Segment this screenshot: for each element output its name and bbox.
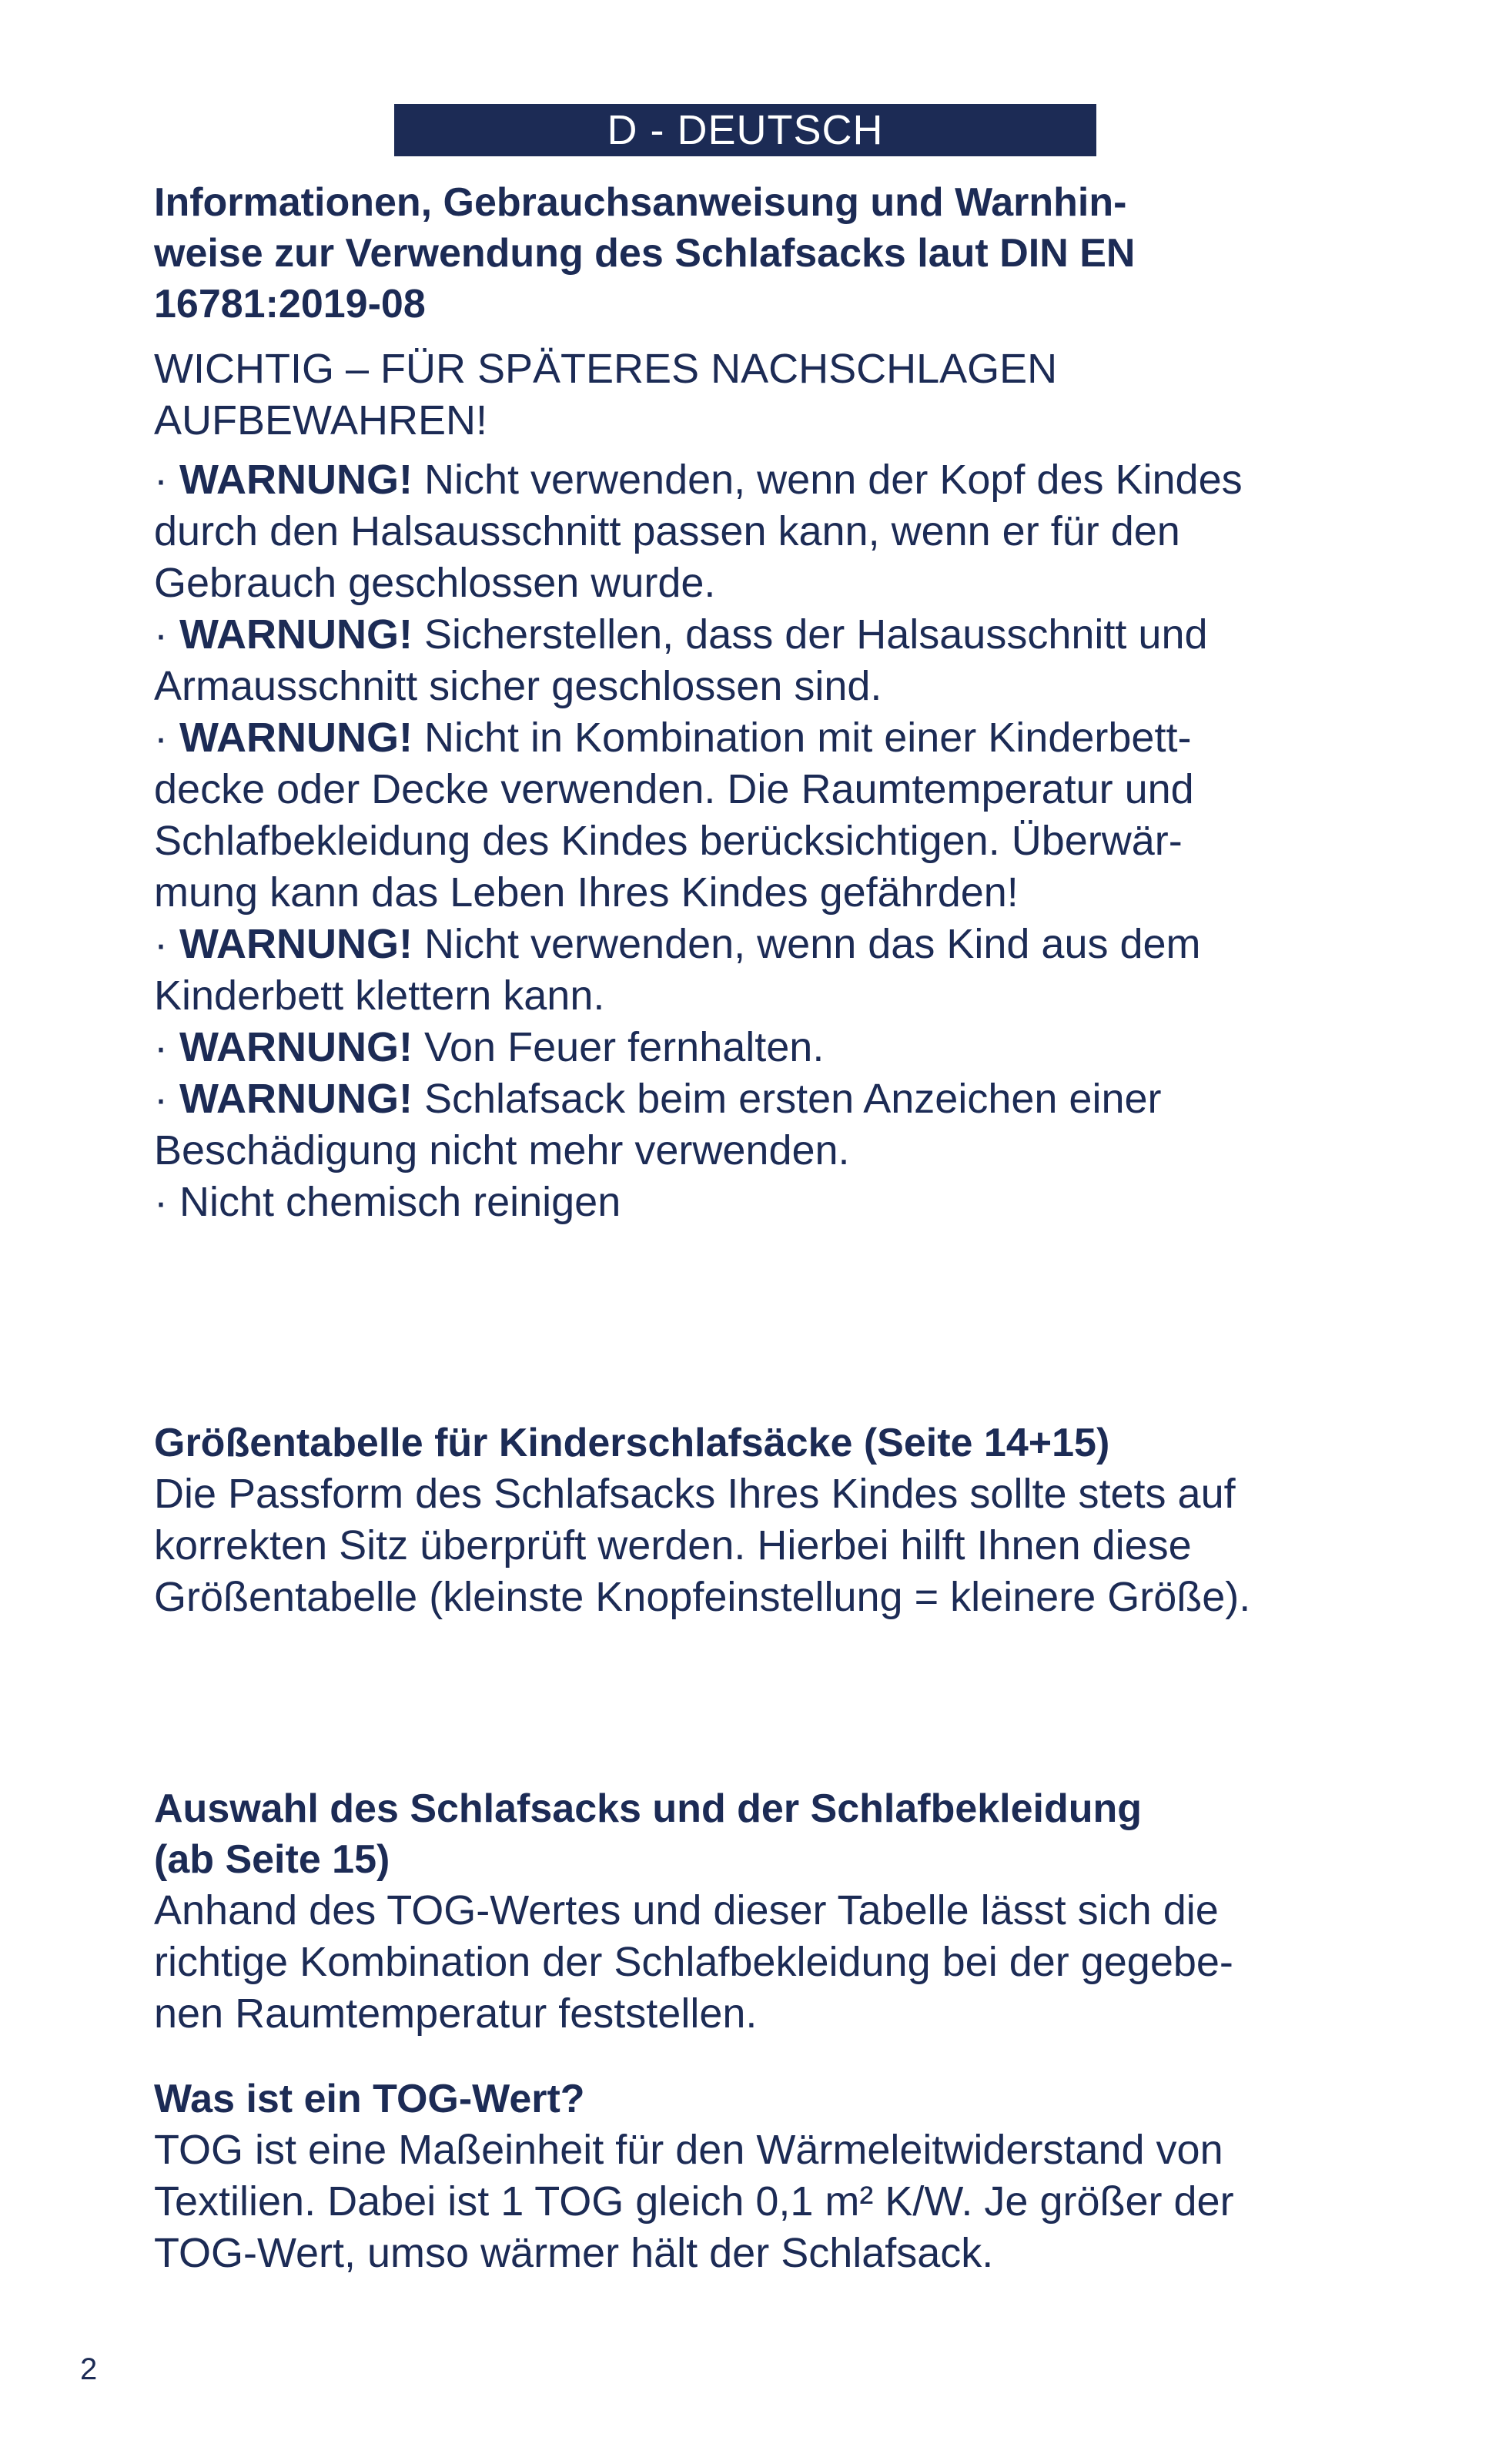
warning-label: WARNUNG! xyxy=(179,1024,413,1070)
page-number: 2 xyxy=(80,2352,98,2386)
warning-text-line: Beschädigung nicht mehr verwenden. xyxy=(154,1127,850,1173)
care-item xyxy=(154,1177,1324,1228)
tog-body-line: Textilien. Dabei ist 1 TOG gleich 0,1 m² K/W. Je größer der xyxy=(154,2178,1234,2225)
bullet: · xyxy=(154,921,179,967)
size-table-body-line: Die Passform des Schlafsacks Ihres Kindes sollte stets auf xyxy=(154,1471,1236,1517)
important-notice-line: AUFBEWAHREN! xyxy=(154,397,488,444)
warning-item xyxy=(154,1073,1324,1177)
warning-label: WARNUNG! xyxy=(179,715,413,761)
tog-section xyxy=(154,2074,1324,2279)
tog-body-line: TOG-Wert, umso wärmer hält der Schlafsack. xyxy=(154,2230,994,2276)
intro-heading-line: Informationen, Gebrauchsanweisung und Warnhin- xyxy=(154,180,1127,225)
warning-text-line: durch den Halsausschnitt passen kann, wenn er für den xyxy=(154,508,1180,554)
warning-text-line: decke oder Decke verwenden. Die Raumtemperatur und xyxy=(154,766,1194,812)
warning-text-line: Von Feuer fernhalten. xyxy=(412,1024,825,1070)
warning-text-line: Gebrauch geschlossen wurde. xyxy=(154,560,716,606)
language-header-label: D - DEUTSCH xyxy=(607,107,884,153)
important-notice xyxy=(154,343,1324,447)
selection-body-line: richtige Kombination der Schlafbekleidung bei der gegebe- xyxy=(154,1939,1233,1985)
bullet: · xyxy=(154,1024,179,1070)
tog-heading: Was ist ein TOG-Wert? xyxy=(154,2077,585,2121)
warning-text-line: Sicherstellen, dass der Halsausschnitt und xyxy=(412,611,1208,658)
tog-body-line: TOG ist eine Maßeinheit für den Wärmeleitwiderstand von xyxy=(154,2127,1223,2173)
warning-label: WARNUNG! xyxy=(179,611,413,658)
warning-text-line: Nicht in Kombination mit einer Kinderbett- xyxy=(412,715,1192,761)
warning-text-line: Nicht verwenden, wenn der Kopf des Kindes xyxy=(412,457,1243,503)
bullet: · xyxy=(154,715,179,761)
warning-text-line: Schlafbekleidung des Kindes berücksichtigen. Überwär- xyxy=(154,818,1183,864)
warning-label: WARNUNG! xyxy=(179,1076,413,1122)
selection-body xyxy=(154,1885,1324,2040)
language-header-bar xyxy=(394,104,1096,156)
important-notice-line: WICHTIG – FÜR SPÄTERES NACHSCHLAGEN xyxy=(154,346,1058,392)
warning-item xyxy=(154,712,1324,919)
warning-item xyxy=(154,454,1324,609)
intro-heading xyxy=(154,177,1324,330)
care-text: Nicht chemisch reinigen xyxy=(179,1179,621,1225)
bullet: · xyxy=(154,611,179,658)
size-table-section xyxy=(154,1418,1324,1623)
warning-text-line: Schlafsack beim ersten Anzeichen einer xyxy=(412,1076,1162,1122)
warning-text-line: Nicht verwenden, wenn das Kind aus dem xyxy=(412,921,1201,967)
warning-label: WARNUNG! xyxy=(179,921,413,967)
size-table-body-line: Größentabelle (kleinste Knopfeinstellung = kleinere Größe). xyxy=(154,1574,1251,1620)
selection-heading-line: Auswahl des Schlafsacks und der Schlafbekleidung xyxy=(154,1786,1143,1831)
size-table-body-line: korrekten Sitz überprüft werden. Hierbei hilft Ihnen diese xyxy=(154,1522,1192,1568)
warning-text-line: Armausschnitt sicher geschlossen sind. xyxy=(154,663,882,709)
bullet: · xyxy=(154,457,179,503)
warning-item xyxy=(154,1022,1324,1073)
selection-body-line: Anhand des TOG-Wertes und dieser Tabelle lässt sich die xyxy=(154,1887,1219,1933)
intro-heading-line: weise zur Verwendung des Schlafsacks laut DIN EN xyxy=(154,231,1136,276)
size-table-heading: Größentabelle für Kinderschlafsäcke (Seite 14+15) xyxy=(154,1421,1110,1465)
page-content xyxy=(154,177,1324,2279)
warning-text-line: Kinderbett klettern kann. xyxy=(154,973,605,1019)
warning-item xyxy=(154,919,1324,1022)
selection-body-line: nen Raumtemperatur feststellen. xyxy=(154,1990,758,2037)
intro-heading-line: 16781:2019-08 xyxy=(154,282,426,326)
selection-section xyxy=(154,1783,1324,2040)
warning-label: WARNUNG! xyxy=(179,457,413,503)
warning-list xyxy=(154,454,1324,1228)
size-table-body xyxy=(154,1468,1324,1623)
warning-item xyxy=(154,609,1324,712)
tog-body xyxy=(154,2124,1324,2279)
bullet: · xyxy=(154,1179,179,1225)
selection-heading-line: (ab Seite 15) xyxy=(154,1837,390,1882)
selection-heading xyxy=(154,1783,1324,1885)
warning-text-line: mung kann das Leben Ihres Kindes gefährden! xyxy=(154,869,1019,916)
bullet: · xyxy=(154,1076,179,1122)
